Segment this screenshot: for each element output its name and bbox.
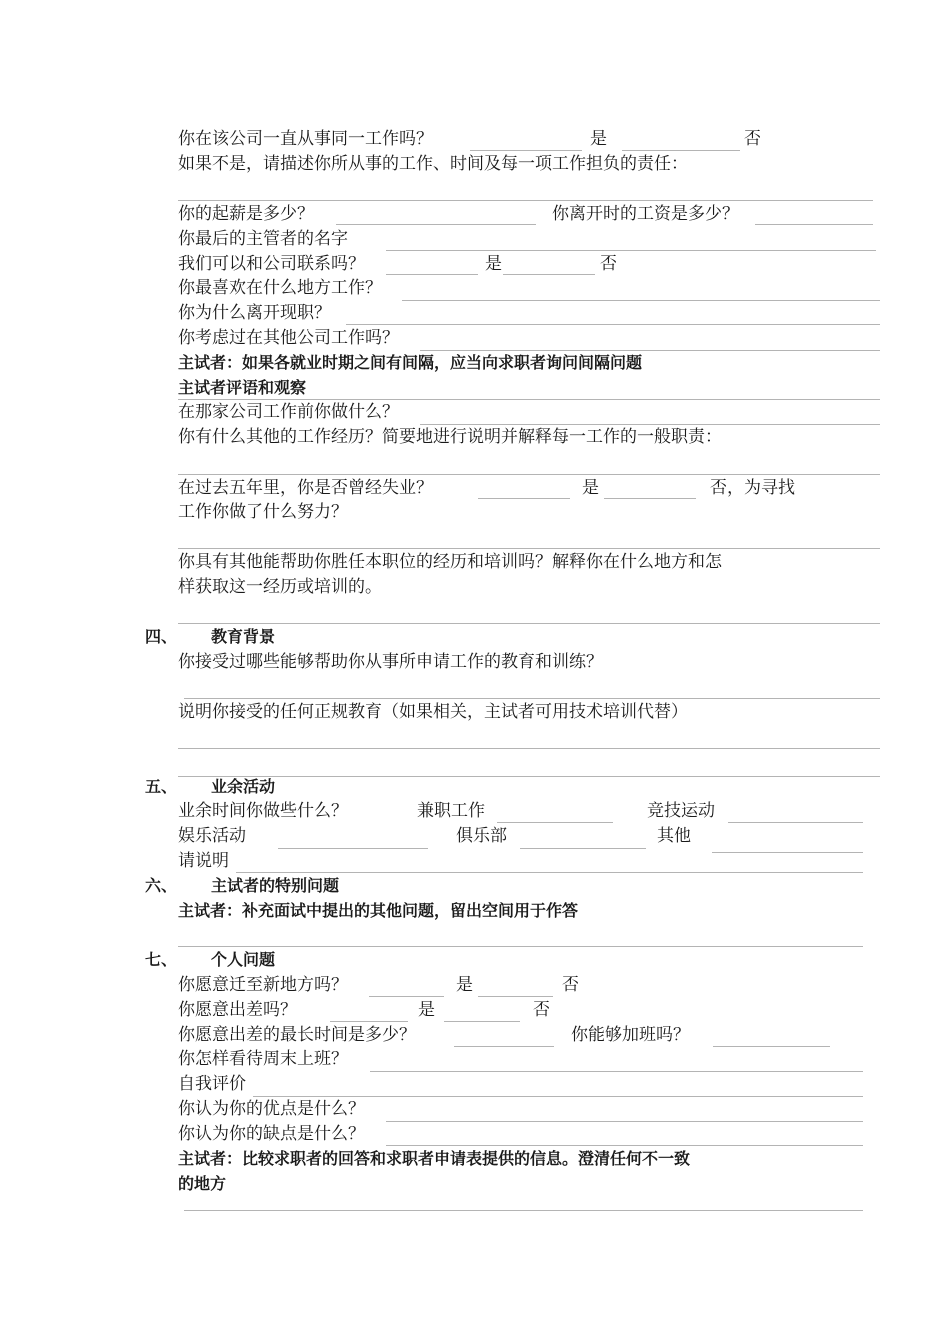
part-time-blank[interactable]	[497, 822, 613, 823]
section6-number: 六、	[145, 876, 178, 895]
yes-label: 是	[590, 129, 607, 149]
entertainment-blank[interactable]	[278, 848, 428, 849]
formal-education-question: 说明你接受的任何正规教育（如果相关，主试者可用技术培训代替）	[178, 702, 688, 722]
why-leave-blank[interactable]	[346, 324, 880, 325]
last-supervisor-question: 你最后的主管者的名字	[178, 229, 348, 249]
unemployed-tail: 否，为寻找	[710, 478, 795, 498]
leave-salary-question: 你离开时的工资是多少？	[552, 204, 739, 224]
relocate-no-blank[interactable]	[478, 996, 553, 997]
explain-blank[interactable]	[236, 872, 863, 873]
relocate-yes-blank[interactable]	[369, 996, 444, 997]
why-leave-question: 你为什么离开现职？	[178, 303, 331, 323]
other-label: 其他	[657, 826, 691, 846]
if-not-question: 如果不是，请描述你所从事的工作、时间及每一项工作担负的责任：	[178, 154, 688, 174]
same-job-no-blank[interactable]	[622, 150, 740, 151]
start-salary-blank[interactable]	[336, 224, 536, 225]
unemployed-no-blank[interactable]	[604, 498, 696, 499]
weakness-question: 你认为你的缺点是什么？	[178, 1124, 365, 1144]
formal-education-line[interactable]	[178, 748, 880, 749]
travel-no-blank[interactable]	[444, 1021, 520, 1022]
education-answer-line[interactable]	[184, 698, 880, 699]
training-question-line1: 你具有其他能帮助你胜任本职位的经历和培训吗？解释你在什么地方和怎	[178, 552, 722, 572]
section4-number: 四、	[145, 627, 178, 646]
consider-other-question: 你考虑过在其他公司工作吗？	[178, 328, 399, 348]
no-label: 否	[744, 129, 761, 149]
yes-label: 是	[582, 478, 599, 498]
club-blank[interactable]	[520, 848, 646, 849]
self-evaluation-blank[interactable]	[253, 1096, 863, 1097]
yes-label: 是	[456, 975, 473, 995]
section7-number: 七、	[145, 950, 178, 969]
explain-label: 请说明	[178, 851, 229, 871]
comments-line[interactable]	[178, 399, 880, 400]
consider-other-blank[interactable]	[420, 350, 880, 351]
last-supervisor-blank[interactable]	[386, 250, 876, 251]
like-most-blank[interactable]	[402, 300, 880, 301]
travel-question: 你愿意出差吗？	[178, 1000, 297, 1020]
interviewer-note-gap: 主试者：如果各就业时期之间有间隔，应当向求职者询问间隔问题	[178, 353, 643, 372]
section5-title: 业余活动	[211, 777, 276, 796]
interviewer-note-compare-1: 主试者：比较求职者的回答和求职者申请表提供的信息。澄清任何不一致	[178, 1149, 691, 1168]
entertainment-label: 娱乐活动	[178, 826, 246, 846]
travel-yes-blank[interactable]	[330, 1021, 408, 1022]
formal-education-line-2[interactable]	[178, 776, 880, 777]
contact-yes-blank[interactable]	[386, 274, 478, 275]
weekend-blank[interactable]	[370, 1071, 863, 1072]
if-not-answer-line[interactable]	[178, 200, 873, 201]
compare-answer-line[interactable]	[184, 1210, 863, 1211]
unemployed-yes-blank[interactable]	[478, 498, 570, 499]
training-question-line2: 样获取这一经历或培训的。	[178, 577, 382, 597]
travel-max-blank[interactable]	[454, 1046, 554, 1047]
like-most-question: 你最喜欢在什么地方工作？	[178, 278, 382, 298]
same-job-yes-blank[interactable]	[470, 150, 582, 151]
no-label: 否	[562, 975, 579, 995]
self-evaluation-label: 自我评价	[178, 1074, 246, 1094]
weakness-blank[interactable]	[386, 1145, 863, 1146]
leisure-question: 业余时间你做些什么？	[178, 801, 348, 821]
contact-no-blank[interactable]	[503, 274, 595, 275]
unemployed-effort-line[interactable]	[178, 548, 880, 549]
overtime-question: 你能够加班吗？	[571, 1025, 690, 1045]
overtime-blank[interactable]	[713, 1046, 830, 1047]
other-experience-question: 你有什么其他的工作经历？简要地进行说明并解释每一工作的一般职责：	[178, 427, 722, 447]
strengths-blank[interactable]	[386, 1121, 863, 1122]
part-time-label: 兼职工作	[417, 801, 485, 821]
section6-title: 主试者的特别问题	[211, 876, 340, 895]
travel-max-question: 你愿意出差的最长时间是多少？	[178, 1025, 416, 1045]
interviewer-comments-heading: 主试者评语和观察	[178, 378, 307, 397]
other-blank[interactable]	[712, 852, 863, 853]
other-experience-line[interactable]	[178, 474, 880, 475]
no-label: 否	[533, 1000, 550, 1020]
section4-title: 教育背景	[211, 627, 276, 646]
interviewer-note-extra: 主试者：补充面试中提出的其他问题，留出空间用于作答	[178, 901, 579, 920]
club-label: 俱乐部	[456, 826, 507, 846]
section7-title: 个人问题	[211, 950, 276, 969]
before-job-question: 在那家公司工作前你做什么？	[178, 402, 399, 422]
before-job-blank[interactable]	[420, 424, 880, 425]
start-salary-question: 你的起薪是多少？	[178, 204, 314, 224]
unemployed-question: 在过去五年里，你是否曾经失业？	[178, 478, 433, 498]
sports-label: 竞技运动	[647, 801, 715, 821]
contact-question: 我们可以和公司联系吗？	[178, 254, 365, 274]
training-answer-line[interactable]	[178, 623, 880, 624]
yes-label: 是	[485, 254, 502, 274]
strengths-question: 你认为你的优点是什么？	[178, 1099, 365, 1119]
leave-salary-blank[interactable]	[755, 224, 873, 225]
no-label: 否	[600, 254, 617, 274]
unemployed-effort-question: 工作你做了什么努力？	[178, 502, 348, 522]
sports-blank[interactable]	[728, 822, 863, 823]
relocate-question: 你愿意迁至新地方吗？	[178, 975, 348, 995]
section5-number: 五、	[145, 777, 178, 796]
education-question: 你接受过哪些能够帮助你从事所申请工作的教育和训练？	[178, 652, 603, 672]
same-job-question: 你在该公司一直从事同一工作吗？	[178, 129, 433, 149]
weekend-question: 你怎样看待周末上班？	[178, 1049, 348, 1069]
yes-label: 是	[418, 1000, 435, 1020]
interviewer-note-compare-2: 的地方	[178, 1174, 227, 1193]
extra-questions-line[interactable]	[178, 946, 863, 947]
